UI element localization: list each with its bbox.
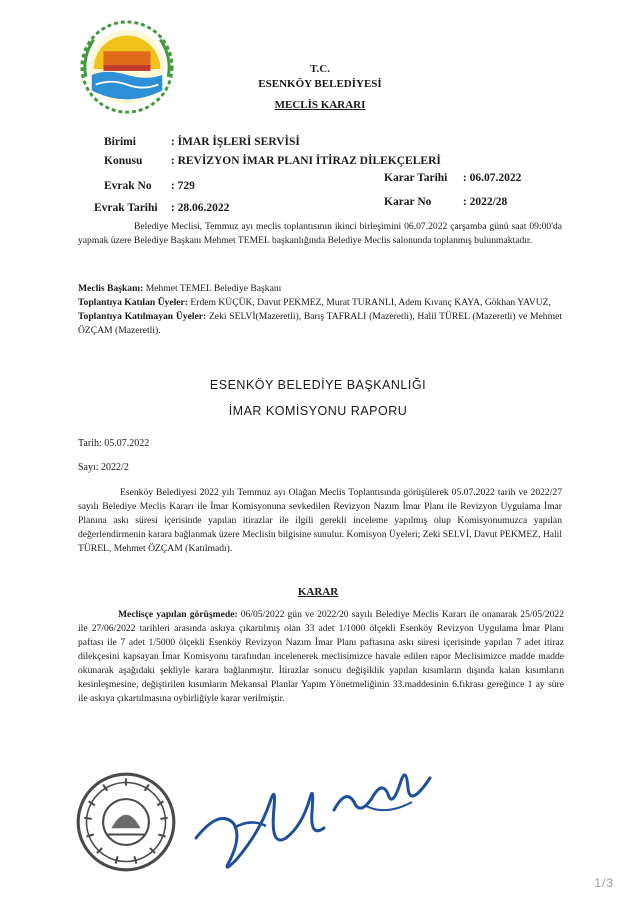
report-institution-title: ESENKÖY BELEDİYE BAŞKANLIĞI [209,378,427,392]
report-date: Tarih: 05.07.2022 [78,438,150,449]
karar-body [78,608,564,706]
meclis-baskani-line [78,282,562,296]
karar-lead: Meclisçe yapılan görüşmede: [118,609,238,620]
birimi-label: Birimi [104,136,136,148]
katilmayan-uyeler-value: Zeki SELVİ(Mazeretli), Barış TAFRALI (Mazeretli), Halil TÜREL (Mazeretli) ve Mehmet ÖZÇAM (Mazeretli). [78,311,562,336]
official-stamp [74,770,178,874]
intro-paragraph: Belediye Meclisi, Temmuz ayı meclis toplantısının ikinci birleşimini 06.07.2022 çarşamba günü saat 09:00'da yapmak üzere Belediye Başkanı Mehmet TEMEL başkanlığında Belediye Meclis salonunda toplanmış bulunmaktadır. [78,221,562,246]
meclis-baskani-value: Mehmet TEMEL Belediye Başkanı [143,283,282,294]
katilmayan-uyeler-line [78,310,562,338]
konusu-label: Konusu [104,155,143,167]
karar-tarihi-label: Karar Tarihi [384,172,448,184]
birimi-value: : İMAR İŞLERİ SERVİSİ [170,136,300,148]
page-number: 1/3 [594,876,614,890]
report-title: İMAR KOMİSYONU RAPORU [228,404,408,418]
evrak-tarihi-label: Evrak Tarihi [94,202,158,214]
karar-title: KARAR [297,586,339,598]
katilan-uyeler-label: Toplantıya Katılan Üyeler: [78,297,188,308]
evrak-no-row [104,180,195,192]
municipality-logo [78,18,176,116]
karar-text: 06/05/2022 gün ve 2022/20 sayılı Belediye Meclis Kararı ile onanarak 25/05/2022 ile 27/06/2022 tarihleri arasında askıya çıkartılmış olan 33 adet 1/1000 ölçekli Esenköy Revizyon Uygulama İmar Planı paftası ile 7 adet 1/5000 ölçekli Esenköy Revizyon Nazım İmar Planı paftasına askı süresi içerisinde yapılan 7 adet itiraz dilekçesini kapsayan İmar Komisyonu tarafından incelenerek meclisimizce havale edilen rapor Meclisimizce madde madde okunarak aşağıdaki şekliyle karara bağlanmıştır. İtirazlar sonucu değişiklik yapılan kısımların dışında kalan kısımların kesinleşmesine, değiştirilen kısımların Mekansal Planlar Yapım Yönetmeliğinin 33.maddesinin 6.fıkrası gereğince 1 ay süre ile askıya çıkartılmasına oybirliğiyle karar verilmiştir. [78,609,564,704]
document-type: MECLİS KARARI [274,99,366,111]
tc-label: T.C. [310,63,330,75]
konusu-row [104,155,441,167]
attendance-block [78,282,562,338]
katilmayan-uyeler-label: Toplantıya Katılmayan Üyeler: [78,311,207,322]
karar-no-row [384,196,507,208]
meclis-baskani-label: Meclis Başkanı: [78,283,144,294]
karar-tarihi-row [384,172,521,184]
katilan-uyeler-line [78,296,562,310]
document-header [200,62,440,113]
report-body: Esenköy Belediyesi 2022 yılı Temmuz ayı Olağan Meclis Toplantısında görüşülerek 05.07.2022 tarih ve 2022/27 sayılı Belediye Meclis Kararı ile İmar Komisyonuna sevkedilen Revizyon Nazım İmar Planı ile Revizyon Uygulama İmar Planına askı süresi içerisinde yapılan itirazlar ile ilgili gerekli inceleme yapılmış olup Komisyonumuzca yapılan değerlendirmenin karara bağlanmak üzere Meclisin bilgisine sunulur. Komisyon Üyeleri; Zeki SELVİ, Davut PEKMEZ, Halil TÜREL, Mehmet ÖZÇAM (Katılmadı). [78,487,563,554]
secretary-signature [326,758,436,828]
katilan-uyeler-value: Erdem KÜÇÜK, Davut PEKMEZ, Murat TURANLI, Adem Kıvanç KAYA, Gökhan YAVUZ, [187,297,551,308]
birimi-row [104,136,300,148]
karar-tarihi-value: : 06.07.2022 [462,172,522,184]
evrak-no-value: : 729 [170,180,195,192]
karar-no-value: : 2022/28 [462,196,508,208]
evrak-tarihi-value: : 28.06.2022 [170,202,230,214]
municipality-name: ESENKÖY BELEDİYESİ [258,78,382,90]
report-number: Sayı: 2022/2 [78,462,129,473]
evrak-tarihi-row [94,202,229,214]
karar-no-label: Karar No [384,196,432,208]
konusu-value: : REVİZYON İMAR PLANI İTİRAZ DİLEKÇELERİ [170,155,441,167]
mayor-signature [190,768,330,880]
evrak-no-label: Evrak No [104,180,152,192]
